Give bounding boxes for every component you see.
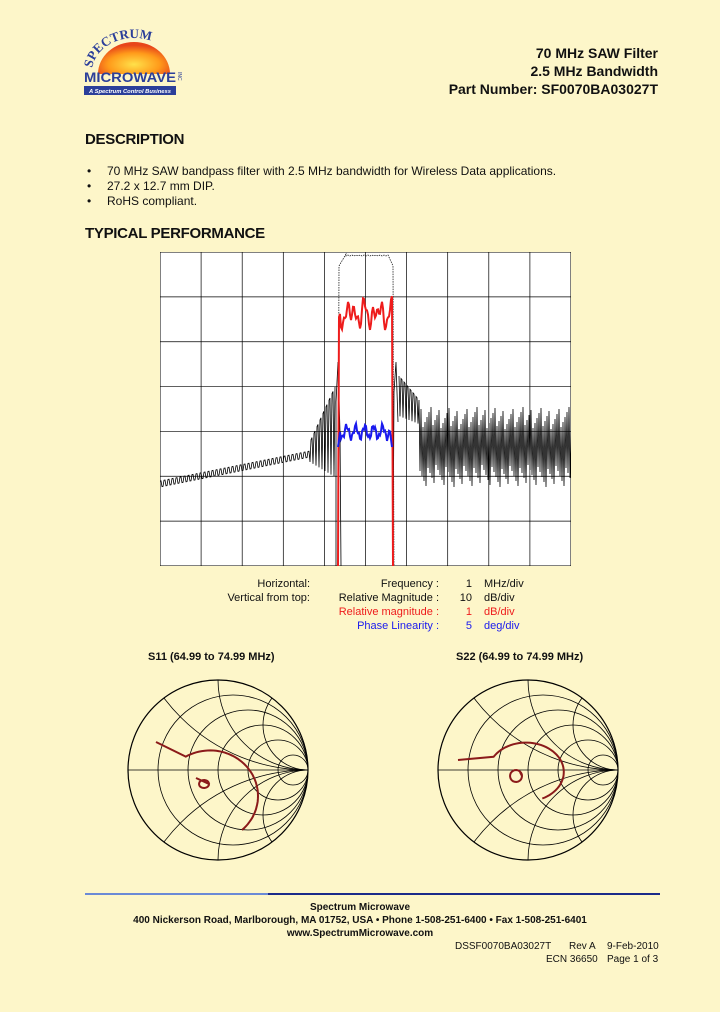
s11-title: S11 (64.99 to 74.99 MHz) [148,651,275,663]
performance-chart [160,252,571,566]
legend-frequency-value: 1 [465,578,472,590]
legend-row-name: Relative Magnitude : [338,592,439,604]
doc-number: DSSF0070BA03027T [455,941,552,952]
legend-row-unit: dB/div [484,606,515,618]
legend-frequency-unit: MHz/div [484,578,524,590]
header-bandwidth: 2.5 MHz Bandwidth [530,63,658,79]
legend-row-value: 10 [459,592,472,604]
reactance-arc [528,770,621,863]
s11-smith-chart [125,677,311,863]
doc-rev: Rev A [569,941,596,952]
footer-divider-accent [85,893,268,895]
description-bullet: • 27.2 x 12.7 mm DIP. [85,179,556,194]
logo-arc-text: SPECTRUM [80,26,154,69]
legend-row-name: Phase Linearity : [357,620,439,632]
reactance-arc [128,770,311,863]
legend-row-name: Relative magnitude : [338,606,439,618]
s22-smith-chart [435,677,621,863]
legend-horizontal-label: Horizontal: [257,578,310,590]
logo-tagline: A Spectrum Control Business [89,89,171,95]
s11-trace [156,742,258,830]
legend-row-value: 1 [465,606,472,618]
legend-row-unit: dB/div [484,592,515,604]
legend-row-unit: deg/div [484,620,520,632]
logo-main-text: MICROWAVE [84,69,176,85]
footer-website[interactable]: www.SpectrumMicrowave.com [286,928,434,939]
smith-grid [438,677,621,863]
logo-inc: INC [176,72,182,81]
reactance-arc [128,677,311,770]
reactance-arc [218,770,311,863]
footer-address: 400 Nickerson Road, Marlborough, MA 01752, USA • Phone 1-508-251-6400 • Fax 1-508-251-6401 [133,915,587,926]
smith-grid [128,677,311,863]
doc-page: Page 1 of 3 [607,954,659,965]
doc-ecn: ECN 36650 [546,954,598,965]
s22-trace [458,743,564,799]
doc-date: 9-Feb-2010 [607,941,659,952]
description-bullet: • 70 MHz SAW bandpass filter with 2.5 MHz bandwidth for Wireless Data applications. [85,164,556,179]
header-part-number: Part Number: SF0070BA03027T [448,81,658,97]
description-heading: DESCRIPTION [85,131,185,148]
header-title: 70 MHz SAW Filter [535,45,658,61]
reactance-arc [528,677,621,770]
footer-company: Spectrum Microwave [309,902,411,913]
performance-heading: TYPICAL PERFORMANCE [85,225,265,242]
reactance-arc [438,677,621,770]
legend-row-value: 5 [465,620,472,632]
legend-frequency-label: Frequency : [380,578,439,590]
reactance-arc [438,770,621,863]
description-bullet: • RoHS compliant. [85,194,556,209]
legend-vertical-label: Vertical from top: [227,592,310,604]
s22-title: S22 (64.99 to 74.99 MHz) [456,651,584,663]
description-list [85,164,556,209]
spectrum-microwave-logo [78,26,188,98]
